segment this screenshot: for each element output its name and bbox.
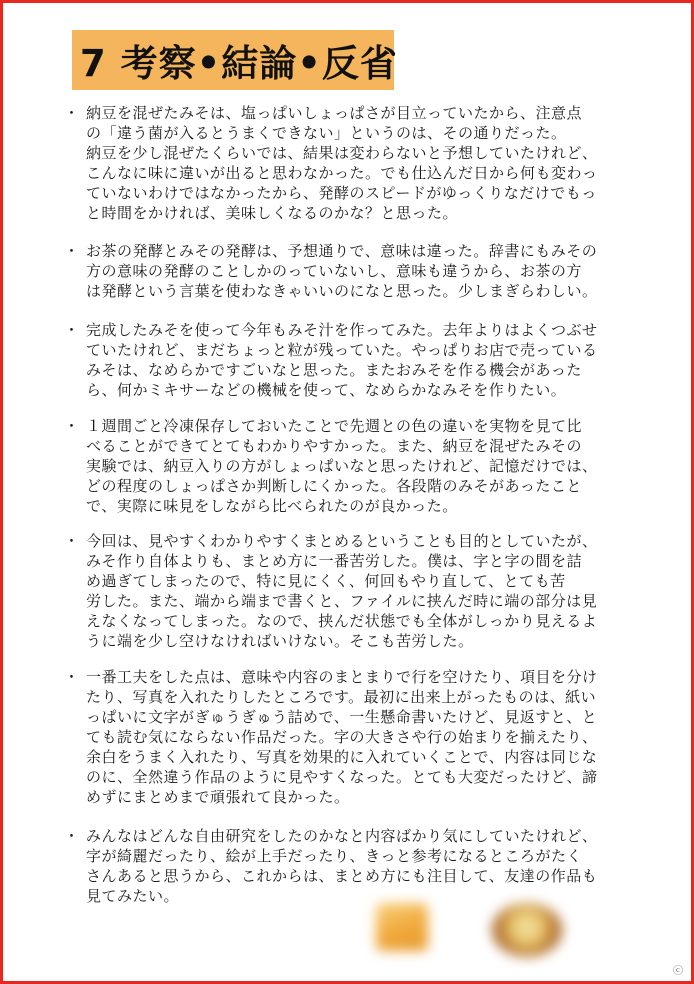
paragraph-4	[64, 416, 644, 516]
paragraph-line: め過ぎてしまったので、特に見にくく、何回もやり直して、とても苦	[86, 572, 566, 590]
paragraph-line: 一番工夫をした点は、意味や内容のまとまりで行を空けたり、項目を分け	[86, 668, 598, 686]
paragraph-line: 余白をうまく入れたり、写真を効果的に入れていくことで、内容は同じな	[86, 748, 598, 766]
paragraph-line: ら、何かミキサーなどの機械を使って、なめらかなみそを作りたい。	[86, 381, 567, 399]
bullet-mark: ・	[64, 242, 80, 260]
bullet-mark: ・	[64, 532, 80, 550]
paragraph-line: 見てみたい。	[86, 887, 180, 905]
paragraph-line: っぱいに文字がぎゅうぎゅう詰めで、一生懸命書いたけど、見返すと、と	[86, 708, 598, 726]
paragraph-line: で、実際に味見をしながら比べられたのが良かった。	[86, 497, 458, 515]
section-heading-text: 7 考察•結論•反省	[80, 42, 398, 85]
blurred-photo-miso-soup	[492, 903, 562, 957]
paragraph-line: ていたけれど、まだちょっと粒が残っていた。やっぱりお店で売っている	[86, 341, 598, 359]
paragraph-line: みそ作り自体よりも、まとめ方に一番苦労した。僕は、字と字の間を詰	[86, 552, 583, 570]
paragraph-line: べることができてとてもわかりやすかった。また、納豆を混ぜたみその	[86, 437, 583, 455]
paragraph-line: 労した。また、端から端まで書くと、ファイルに挟んだ時に端の部分は見	[86, 592, 598, 610]
paragraph-line: お茶の発酵とみその発酵は、予想通りで、意味は違った。辞書にもみその	[86, 242, 598, 260]
blurred-photo-tofu	[376, 903, 428, 951]
paragraph-line: 完成したみそを使って今年もみそ汁を作ってみた。去年よりはよくつぶせ	[86, 321, 598, 339]
bullet-mark: ・	[64, 668, 80, 686]
paragraph-line: 今回は、見やすくわかりやすくまとめるということも目的としていたが、	[86, 532, 598, 550]
paragraph-3	[64, 320, 644, 400]
paragraph-line: こんなに味に違いが出ると思わなかった。でも仕込んだ日から何も変わっ	[86, 164, 598, 182]
paragraph-line: めずにまとめまで頑張れて良かった。	[86, 788, 350, 806]
paragraph-line: うに端を少し空けなければいけない。そこも苦労した。	[86, 632, 474, 650]
paragraph-line: みんなはどんな自由研究をしたのかなと内容ばかり気にしていたけれど、	[86, 827, 598, 845]
paragraph-6	[64, 667, 644, 807]
bullet-mark: ・	[64, 827, 80, 845]
bullet-mark: ・	[64, 104, 80, 122]
paragraph-line: みそは、なめらかですごいなと思った。またおみそを作る機会があった	[86, 361, 582, 379]
corner-mark: ⓒ	[673, 966, 683, 977]
paragraph-line: 方の意味の発酵のことしかのっていないし、意味も違うから、お茶の方	[86, 262, 582, 280]
paragraph-line: どの程度のしょっぱさか判断しにくかった。各段階のみそがあったこと	[86, 477, 582, 495]
paragraph-line: は発酵という言葉を使わなきゃいいのになと思った。少しまぎらわしい。	[86, 282, 598, 300]
paragraph-2	[64, 241, 644, 301]
section-heading	[72, 30, 398, 90]
paragraph-line: たり、写真を入れたりしたところです。最初に出来上がったものは、紙い	[86, 688, 597, 706]
paragraph-7	[64, 826, 644, 906]
paragraph-line: １週間ごと冷凍保存しておいたことで先週との色の違いを実物を見て比	[86, 417, 583, 435]
paragraph-line: えなくなってしまった。なので、挟んだ状態でも全体がしっかり見えるよ	[86, 612, 598, 630]
paragraph-line: 納豆を混ぜたみそは、塩っぱいしょっぱさが目立っていたから、注意点	[86, 104, 583, 122]
paragraph-line: ても読む気にならない作品だった。字の大きさや行の始まりを揃えたり、	[86, 728, 598, 746]
paragraph-5	[64, 531, 644, 651]
paragraph-1	[64, 103, 644, 223]
paragraph-line: のに、全然違う作品のように見やすくなった。とても大変だったけど、諦	[86, 768, 598, 786]
bullet-mark: ・	[64, 417, 80, 435]
bullet-mark: ・	[64, 321, 80, 339]
paragraph-line: ていないわけではなかったから、発酵のスピードがゆっくりなだけでもっ	[86, 184, 597, 202]
paragraph-line: 字が綺麗だったり、絵が上手だったり、きっと参考になるところがたく	[86, 847, 583, 865]
paragraph-line: の「違う菌が入るとうまくできない」というのは、その通りだった。	[86, 124, 567, 142]
paragraph-line: さんあると思うから、これからは、まとめ方にも注目して、友達の作品も	[86, 867, 598, 885]
paragraph-line: 納豆を少し混ぜたくらいでは、結果は変わらないと予想していたけれど、	[86, 144, 598, 162]
paragraph-line: と時間をかければ、美味しくなるのかな？と思った。	[86, 204, 459, 222]
paragraph-line: 実験では、納豆入りの方がしょっぱいなと思ったけれど、記憶だけでは、	[86, 457, 598, 475]
